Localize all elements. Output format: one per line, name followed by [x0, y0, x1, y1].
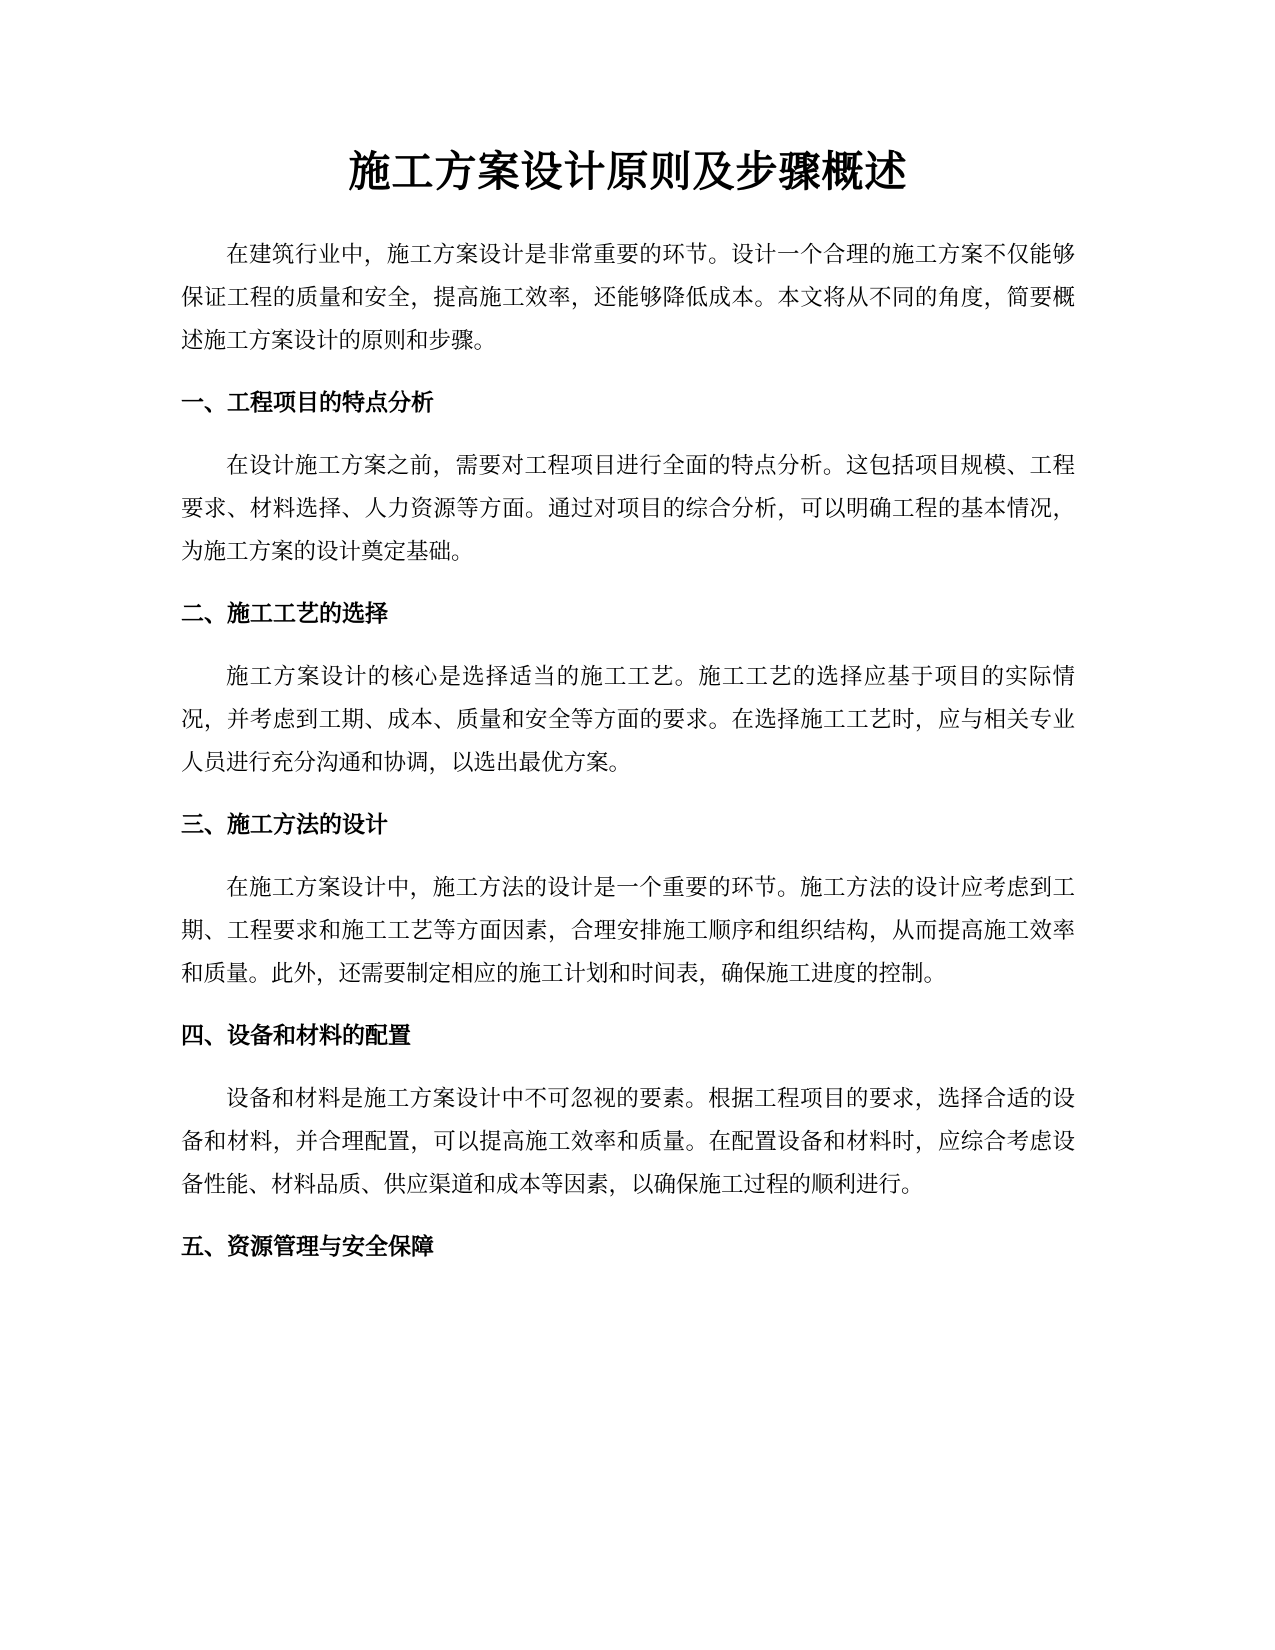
section-1 — [181, 383, 1075, 574]
section-3 — [181, 805, 1075, 996]
section-heading: 二、施工工艺的选择 — [181, 601, 388, 627]
section-heading: 四、设备和材料的配置 — [181, 1023, 411, 1049]
section-5 — [181, 1227, 1075, 1267]
document-page — [181, 140, 1075, 1267]
section-paragraph: 施工方案设计的核心是选择适当的施工工艺。施工工艺的选择应基于项目的实际情况，并考虑到工期、成本、质量和安全等方面的要求。在选择施工工艺时，应与相关专业人员进行充分沟通和协调，以选出最优方案。 — [181, 664, 1075, 776]
section-paragraph: 在施工方案设计中，施工方法的设计是一个重要的环节。施工方法的设计应考虑到工期、工程要求和施工工艺等方面因素，合理安排施工顺序和组织结构，从而提高施工效率和质量。此外，还需要制定相应的施工计划和时间表，确保施工进度的控制。 — [181, 875, 1075, 987]
section-paragraph: 设备和材料是施工方案设计中不可忽视的要素。根据工程项目的要求，选择合适的设备和材料，并合理配置，可以提高施工效率和质量。在配置设备和材料时，应综合考虑设备性能、材料品质、供应渠道和成本等因素，以确保施工过程的顺利进行。 — [181, 1086, 1075, 1198]
intro-paragraph: 在建筑行业中，施工方案设计是非常重要的环节。设计一个合理的施工方案不仅能够保证工程的质量和安全，提高施工效率，还能够降低成本。本文将从不同的角度，简要概述施工方案设计的原则和步骤。 — [181, 242, 1075, 354]
section-heading: 一、工程项目的特点分析 — [181, 390, 434, 416]
section-heading: 三、施工方法的设计 — [181, 812, 388, 838]
document-title: 施工方案设计原则及步骤概述 — [348, 147, 908, 196]
section-paragraph: 在设计施工方案之前，需要对工程项目进行全面的特点分析。这包括项目规模、工程要求、材料选择、人力资源等方面。通过对项目的综合分析，可以明确工程的基本情况，为施工方案的设计奠定基础。 — [181, 453, 1075, 565]
section-heading: 五、资源管理与安全保障 — [181, 1234, 434, 1260]
section-2 — [181, 594, 1075, 785]
section-4 — [181, 1016, 1075, 1207]
